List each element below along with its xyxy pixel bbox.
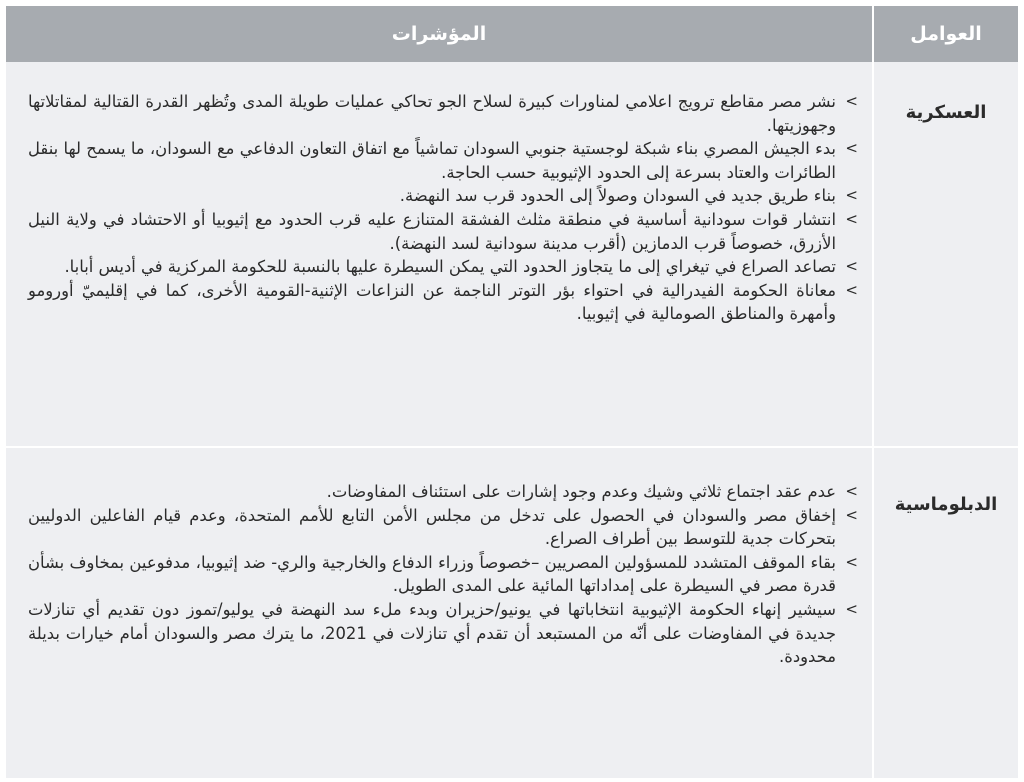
bullet-chevron-icon: > bbox=[845, 92, 858, 110]
bullet-chevron-icon: > bbox=[845, 482, 858, 500]
bullet-chevron-icon: > bbox=[845, 599, 858, 618]
bullet-chevron-icon: > bbox=[845, 186, 858, 205]
list-item: > عدم عقد اجتماع ثلاثي وشيك وعدم وجود إشارات على استئناف المفاوضات. bbox=[28, 480, 858, 504]
list-item: > تصاعد الصراع في تيغراي إلى ما يتجاوز الحدود التي يمكن السيطرة عليها بالنسبة للحكومة المركزية في أديس أبابا. bbox=[28, 255, 858, 279]
diplomatic-indicators-list bbox=[28, 480, 858, 669]
bullet-chevron-icon: > bbox=[845, 505, 858, 524]
header-factors: العوامل bbox=[910, 23, 982, 45]
list-item: > بدء الجيش المصري بناء شبكة لوجستية جنوبي السودان تماشياً مع اتفاق التعاون الدفاعي مع السودان، ما يسمح لها بنقل الطائرات والعتاد بسرعة إلى الحدود الإثيوبية حسب الحاجة. bbox=[28, 139, 858, 182]
factor-military: العسكرية bbox=[905, 102, 987, 123]
indicators-table bbox=[6, 6, 1018, 778]
bullet-chevron-icon: > bbox=[845, 209, 858, 228]
list-item: > بقاء الموقف المتشدد للمسؤولين المصريين –خصوصاً وزراء الدفاع والخارجية والري- ضد إثيوبيا، مدفوعين بمخاوف بشأن قدرة مصر في السيطرة على إمداداتها المائية على المدى الطويل. bbox=[28, 552, 858, 596]
list-item: > بناء طريق جديد في السودان وصولاً إلى الحدود قرب سد النهضة. bbox=[28, 184, 858, 208]
row-divider bbox=[6, 446, 1018, 448]
factor-diplomatic: الدبلوماسية bbox=[894, 494, 998, 515]
bullet-chevron-icon: > bbox=[845, 552, 858, 571]
bullet-chevron-icon: > bbox=[845, 139, 858, 158]
list-item: > نشر مصر مقاطع ترويج اعلامي لمناورات كبيرة لسلاح الجو تحاكي عمليات طويلة المدى وتُظهر القدرة القتالية لمقاتلاتها وجهوزيتها. bbox=[28, 92, 858, 135]
military-indicators-list bbox=[28, 90, 858, 326]
header-indicators: المؤشرات bbox=[391, 23, 487, 45]
bullet-chevron-icon: > bbox=[845, 280, 858, 299]
list-item: > انتشار قوات سودانية أساسية في منطقة مثلث الفشقة المتنازع عليه قرب الحدود مع إثيوبيا أو الاحتشاد في ولاية النيل الأزرق، خصوصاً قرب الدمازين (أقرب مدينة سودانية لسد النهضة). bbox=[28, 209, 858, 253]
list-item: > إخفاق مصر والسودان في الحصول على تدخل من مجلس الأمن التابع للأمم المتحدة، وعدم قيام الفاعلين الدوليين بتحركات جدية للتوسط بين أطراف الصراع. bbox=[28, 505, 858, 549]
table-header bbox=[6, 6, 1018, 62]
list-item: > معاناة الحكومة الفيدرالية في احتواء بؤر التوتر الناجمة عن النزاعات الإثنية-القومية الأخرى، كما في إقليميّ أورومو وأمهرة والمناطق الصومالية في إثيوبيا. bbox=[28, 280, 858, 324]
list-item: > سيشير إنهاء الحكومة الإثيوبية انتخاباتها في يونيو/حزيران وبدء ملء سد النهضة في يوليو/تموز دون تقديم أي تنازلات جديدة في المفاوضات على أنّه من المستبعد أن تقدم أي تنازلات في 2021، ما يترك مصر والسودان أمام خيارات بديلة محدودة. bbox=[28, 599, 858, 667]
bullet-chevron-icon: > bbox=[845, 257, 858, 276]
